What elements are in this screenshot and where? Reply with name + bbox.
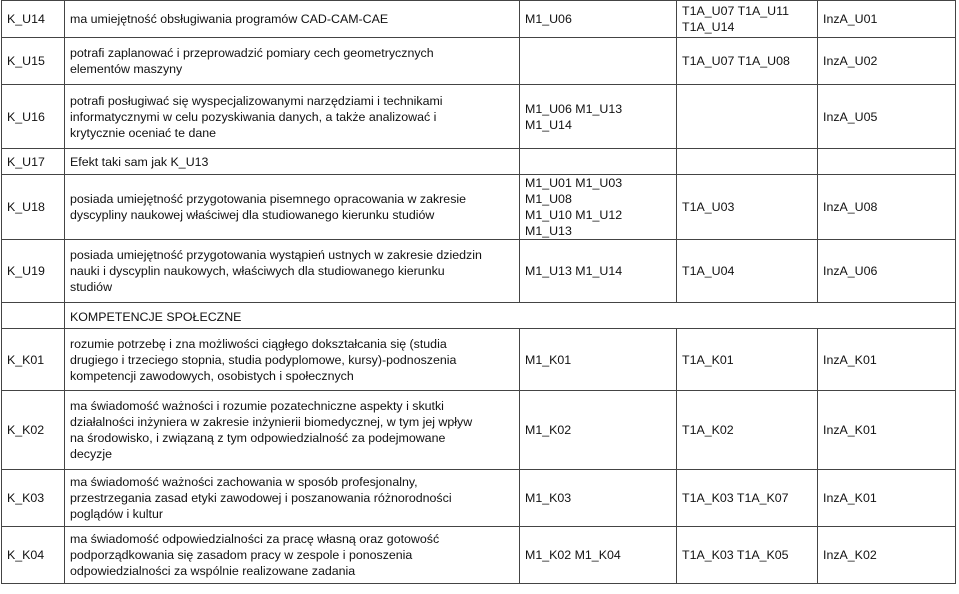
reference-outcomes-cell: M1_K03 <box>520 470 677 527</box>
area-outcomes-cell: T1A_U04 <box>677 240 818 303</box>
table-row <box>2 527 956 584</box>
outcome-code-cell: K_U17 <box>2 149 65 175</box>
area-outcomes-cell: T1A_U03 <box>677 175 818 240</box>
section-code-cell <box>2 303 65 329</box>
reference-outcomes-cell: M1_K02 M1_K04 <box>520 527 677 584</box>
engineering-outcomes-cell: InzA_U08 <box>818 175 956 240</box>
area-outcomes-cell: T1A_K03 T1A_K07 <box>677 470 818 527</box>
outcome-description-cell: posiada umiejętność przygotowania pisemnego opracowania w zakresie dyscypliny naukowej właściwej dla studiowanego kierunku studiów <box>65 175 520 240</box>
table-row <box>2 1 956 38</box>
outcome-code-cell: K_K01 <box>2 329 65 391</box>
outcome-description-cell: ma świadomość ważności zachowania w sposób profesjonalny, przestrzegania zasad etyki zawodowej i poszanowania różnorodności poglądów i kultur <box>65 470 520 527</box>
outcome-description-cell: ma świadomość odpowiedzialności za pracę własną oraz gotowość podporządkowania się zasadom pracy w zespole i ponoszenia odpowiedzialności za wspólnie realizowane zadania <box>65 527 520 584</box>
engineering-outcomes-cell: InzA_U06 <box>818 240 956 303</box>
outcome-description-cell: posiada umiejętność przygotowania wystąpień ustnych w zakresie dziedzin nauki i dyscyplin naukowych, właściwych dla studiowanego kierunku studiów <box>65 240 520 303</box>
outcome-description-cell: rozumie potrzebę i zna możliwości ciągłego dokształcania się (studia drugiego i trzeciego stopnia, studia podyplomowe, kursy)-podnoszenia kompetencji zawodowych, osobistych i społecznych <box>65 329 520 391</box>
reference-outcomes-cell <box>520 149 677 175</box>
outcome-description-cell: potrafi zaplanować i przeprowadzić pomiary cech geometrycznych elementów maszyny <box>65 38 520 85</box>
reference-outcomes-cell <box>520 38 677 85</box>
reference-outcomes-cell: M1_U06 <box>520 1 677 38</box>
engineering-outcomes-cell: InzA_U01 <box>818 1 956 38</box>
table-row <box>2 470 956 527</box>
reference-outcomes-cell: M1_U06 M1_U13 M1_U14 <box>520 85 677 149</box>
engineering-outcomes-cell: InzA_K01 <box>818 470 956 527</box>
engineering-outcomes-cell: InzA_K01 <box>818 329 956 391</box>
area-outcomes-cell: T1A_K02 <box>677 391 818 470</box>
outcome-code-cell: K_U16 <box>2 85 65 149</box>
outcome-code-cell: K_U15 <box>2 38 65 85</box>
reference-outcomes-cell: M1_K01 <box>520 329 677 391</box>
area-outcomes-cell: T1A_K01 <box>677 329 818 391</box>
table-row <box>2 240 956 303</box>
outcome-code-cell: K_K03 <box>2 470 65 527</box>
learning-outcomes-table <box>1 0 956 584</box>
engineering-outcomes-cell: InzA_U02 <box>818 38 956 85</box>
table-row <box>2 391 956 470</box>
table-row <box>2 149 956 175</box>
outcome-code-cell: K_K04 <box>2 527 65 584</box>
outcome-description-cell: Efekt taki sam jak K_U13 <box>65 149 520 175</box>
engineering-outcomes-cell: InzA_K01 <box>818 391 956 470</box>
engineering-outcomes-cell: InzA_K02 <box>818 527 956 584</box>
engineering-outcomes-cell: InzA_U05 <box>818 85 956 149</box>
section-row <box>2 303 956 329</box>
area-outcomes-cell <box>677 85 818 149</box>
outcome-code-cell: K_U19 <box>2 240 65 303</box>
reference-outcomes-cell: M1_K02 <box>520 391 677 470</box>
area-outcomes-cell: T1A_K03 T1A_K05 <box>677 527 818 584</box>
outcome-description-cell: ma umiejętność obsługiwania programów CAD-CAM-CAE <box>65 1 520 38</box>
reference-outcomes-cell: M1_U13 M1_U14 <box>520 240 677 303</box>
reference-outcomes-cell: M1_U01 M1_U03 M1_U08 M1_U10 M1_U12 M1_U13 <box>520 175 677 240</box>
outcome-code-cell: K_K02 <box>2 391 65 470</box>
section-title: KOMPETENCJE SPOŁECZNE <box>65 303 956 329</box>
outcome-description-cell: potrafi posługiwać się wyspecjalizowanymi narzędziami i technikami informatycznymi w celu pozyskiwania danych, a także analizować i krytycznie oceniać te dane <box>65 85 520 149</box>
table-row <box>2 175 956 240</box>
outcome-code-cell: K_U14 <box>2 1 65 38</box>
area-outcomes-cell: T1A_U07 T1A_U11 T1A_U14 <box>677 1 818 38</box>
area-outcomes-cell <box>677 149 818 175</box>
outcome-description-cell: ma świadomość ważności i rozumie pozatechniczne aspekty i skutki działalności inżyniera w zakresie inżynierii biomedycznej, w tym jej wpływ na środowisko, i związaną z tym odpowiedzialność za podejmowane decyzje <box>65 391 520 470</box>
area-outcomes-cell: T1A_U07 T1A_U08 <box>677 38 818 85</box>
engineering-outcomes-cell <box>818 149 956 175</box>
table-row <box>2 38 956 85</box>
outcome-code-cell: K_U18 <box>2 175 65 240</box>
table-row <box>2 329 956 391</box>
table-row <box>2 85 956 149</box>
table-body <box>2 1 956 584</box>
